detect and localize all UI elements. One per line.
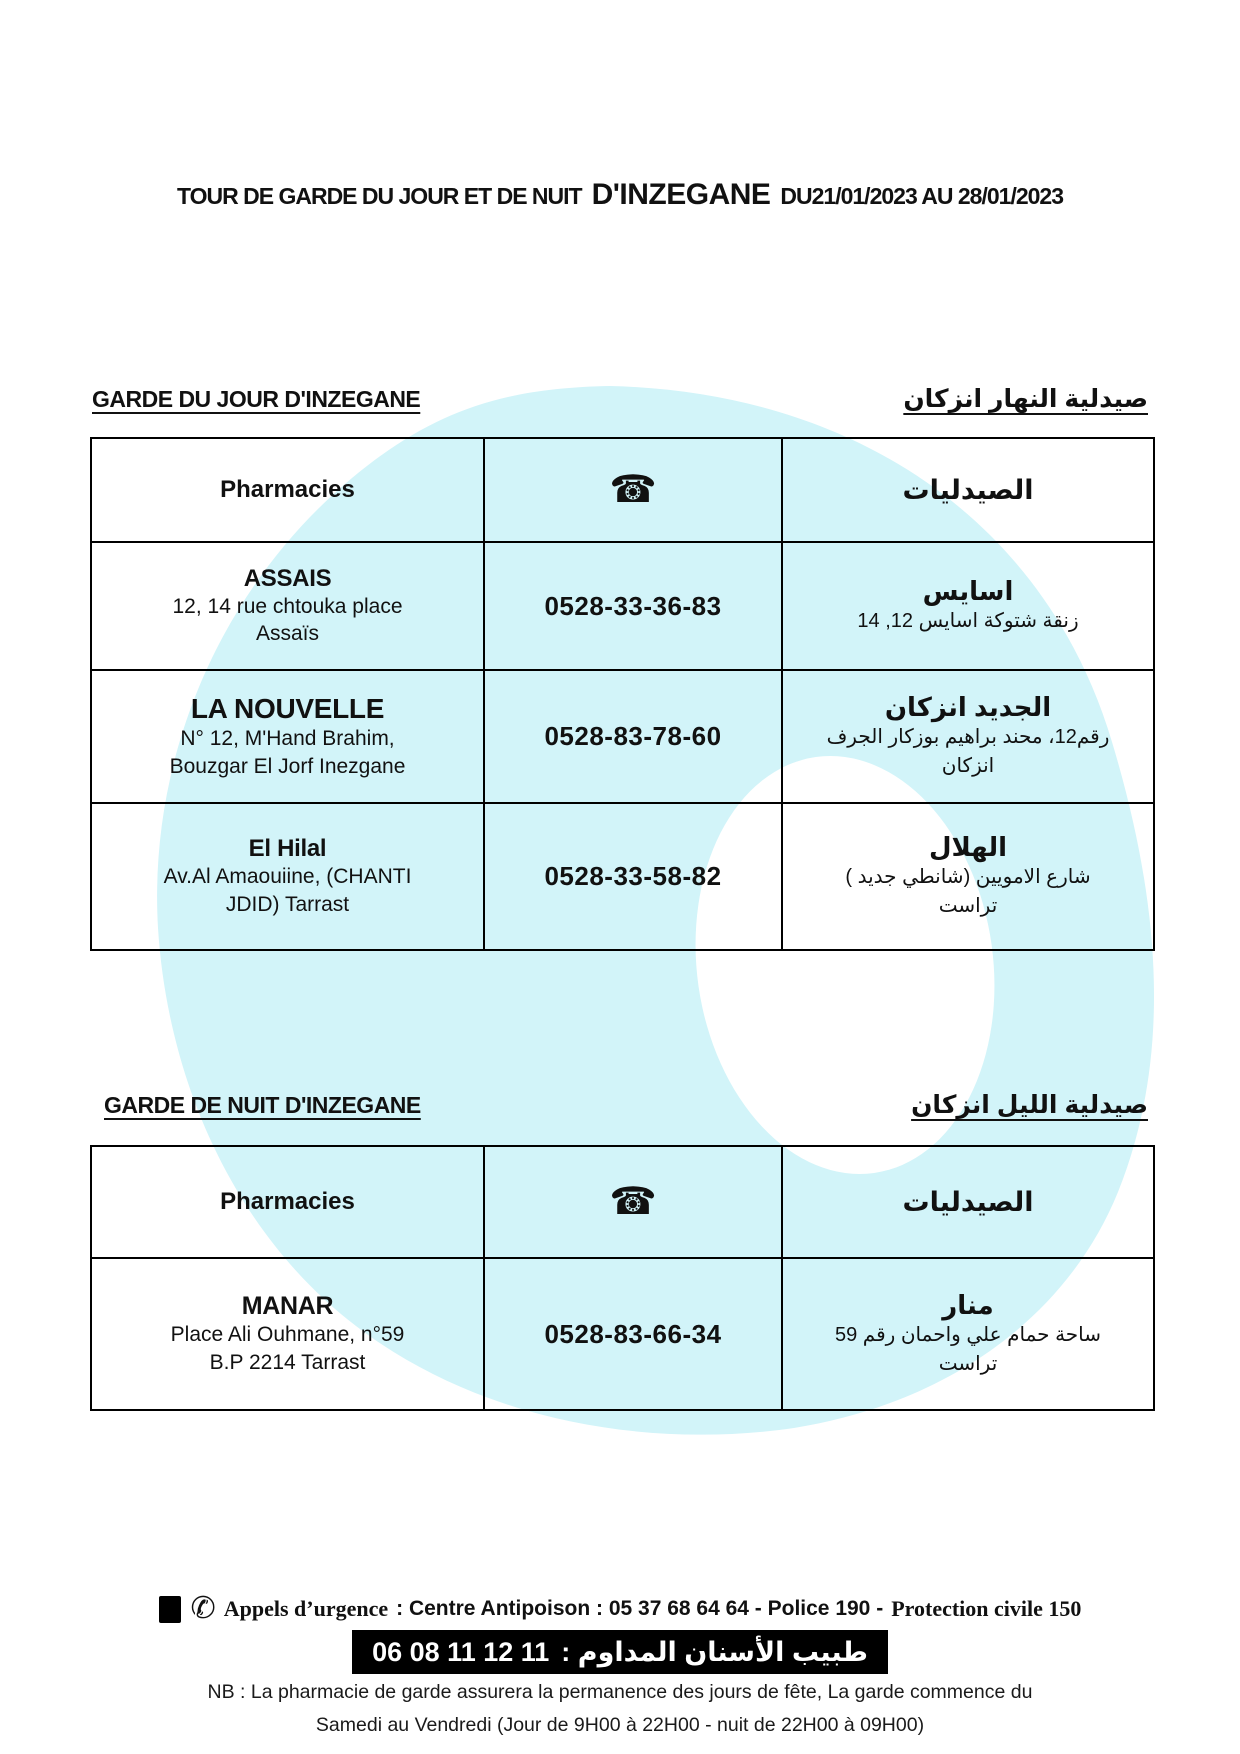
nb-note	[0, 1676, 1240, 1742]
pharmacy-address: Av.Al Amaouiine, (CHANTI JDID) Tarrast	[163, 865, 412, 916]
pharmacy-address: N° 12, M'Hand Brahim, Bouzgar El Jorf Inezgane	[169, 727, 406, 778]
day-table	[90, 437, 1155, 951]
night-header-pharmacies-ar	[781, 1147, 1153, 1257]
title-left: TOUR DE GARDE DU JOUR ET DE NUIT	[176, 183, 582, 209]
night-table	[90, 1145, 1155, 1411]
pharmacy-cell	[92, 541, 483, 669]
pharmacy-address: Place Ali Ouhmane, n°59 B.P 2214 Tarrast	[170, 1323, 405, 1374]
page-title	[0, 178, 1240, 212]
pharmacy-cell-ar	[781, 1257, 1153, 1409]
day-header-pharmacies	[92, 439, 483, 541]
pharmacies-column-label: Pharmacies	[220, 1188, 355, 1215]
pharmacy-name-ar: اسايس	[922, 576, 1014, 606]
dentist-label-ar: طبيب الأسنان المداوم :	[561, 1636, 868, 1667]
pharmacy-name: ASSAIS	[243, 564, 332, 592]
pharmacy-cell	[92, 802, 483, 949]
pharmacy-cell	[92, 1257, 483, 1409]
phonebook-icon	[159, 1596, 181, 1623]
title-right: DU21/01/2023 AU 28/01/2023	[780, 183, 1063, 209]
phone-number: 0528-33-58-82	[544, 861, 722, 891]
dentist-bar	[0, 1630, 1240, 1674]
day-header-pharmacies-ar	[781, 439, 1153, 541]
emergency-label: Appels d’urgence	[223, 1596, 389, 1621]
phone-icon: ☎	[609, 1181, 657, 1223]
title-emphasis: D'INZEGANE	[591, 178, 771, 211]
day-heading-fr: GARDE DU JOUR D'INZEGANE	[92, 386, 421, 412]
night-heading-ar: صيدلية الليل انزكان	[911, 1091, 1148, 1119]
pharmacy-cell	[92, 669, 483, 802]
phone-icon: ☎	[609, 469, 657, 511]
night-heading-fr: GARDE DE NUIT D'INZEGANE	[104, 1092, 421, 1118]
night-section-heading	[104, 1090, 1148, 1120]
phone-cell	[483, 1257, 781, 1409]
phone-cell	[483, 541, 781, 669]
pharmacy-name-ar: منار	[942, 1289, 994, 1320]
phone-cell	[483, 802, 781, 949]
phone-hand-icon: ✆	[190, 1592, 216, 1625]
dentist-bar-content	[352, 1630, 888, 1674]
pharmacy-address-ar: رقم12، محند براهيم بوزكار الجرف انزكان	[826, 726, 1110, 777]
pharmacies-ar-column-label: الصيدليات	[902, 474, 1034, 505]
pharmacy-name: LA NOUVELLE	[190, 693, 385, 725]
pharmacies-ar-column-label: الصيدليات	[902, 1186, 1034, 1217]
pharmacy-name-ar: الهلال	[928, 832, 1008, 862]
nb-line-1: NB : La pharmacie de garde assurera la permanence des jours de fête, La garde commence du	[207, 1681, 1033, 1703]
nb-line-2: Samedi au Vendredi (Jour de 9H00 à 22H00 - nuit de 22H00 à 09H00)	[315, 1714, 925, 1736]
pharmacies-column-label: Pharmacies	[220, 476, 355, 503]
pharmacy-name: MANAR	[241, 1292, 334, 1321]
night-header-phone	[483, 1147, 781, 1257]
pharmacy-address: 12, 14 rue chtouka place Assaïs	[172, 594, 403, 645]
pharmacy-name: El Hilal	[248, 835, 327, 863]
pharmacy-address-ar: شارع الامويين (شانطي جديد ) تراست	[845, 866, 1091, 917]
day-header-phone	[483, 439, 781, 541]
phone-number: 0528-83-66-34	[544, 1318, 722, 1349]
phone-number: 0528-83-78-60	[544, 721, 722, 751]
emergency-civil-protection: Protection civile 150	[891, 1596, 1082, 1621]
emergency-line	[0, 1594, 1240, 1624]
pharmacy-address-ar: ساحة حمام علي واحمان رقم 59 تراست	[834, 1323, 1102, 1375]
dentist-phone-number: 06 08 11 12 11	[372, 1636, 550, 1667]
day-section-heading	[92, 384, 1148, 414]
pharmacy-cell-ar	[781, 802, 1153, 949]
pharmacy-cell-ar	[781, 541, 1153, 669]
day-heading-ar: صيدلية النهار انزكان	[903, 385, 1148, 413]
pharmacy-name-ar: الجديد انزكان	[884, 692, 1052, 722]
emergency-numbers: : Centre Antipoison : 05 37 68 64 64 - Police 190 -	[396, 1597, 884, 1620]
phone-number: 0528-33-36-83	[544, 590, 722, 621]
pharmacy-address-ar: زنقة شتوكة اسايس 12, 14	[857, 610, 1079, 632]
pharmacy-cell-ar	[781, 669, 1153, 802]
night-header-pharmacies	[92, 1147, 483, 1257]
phone-cell	[483, 669, 781, 802]
